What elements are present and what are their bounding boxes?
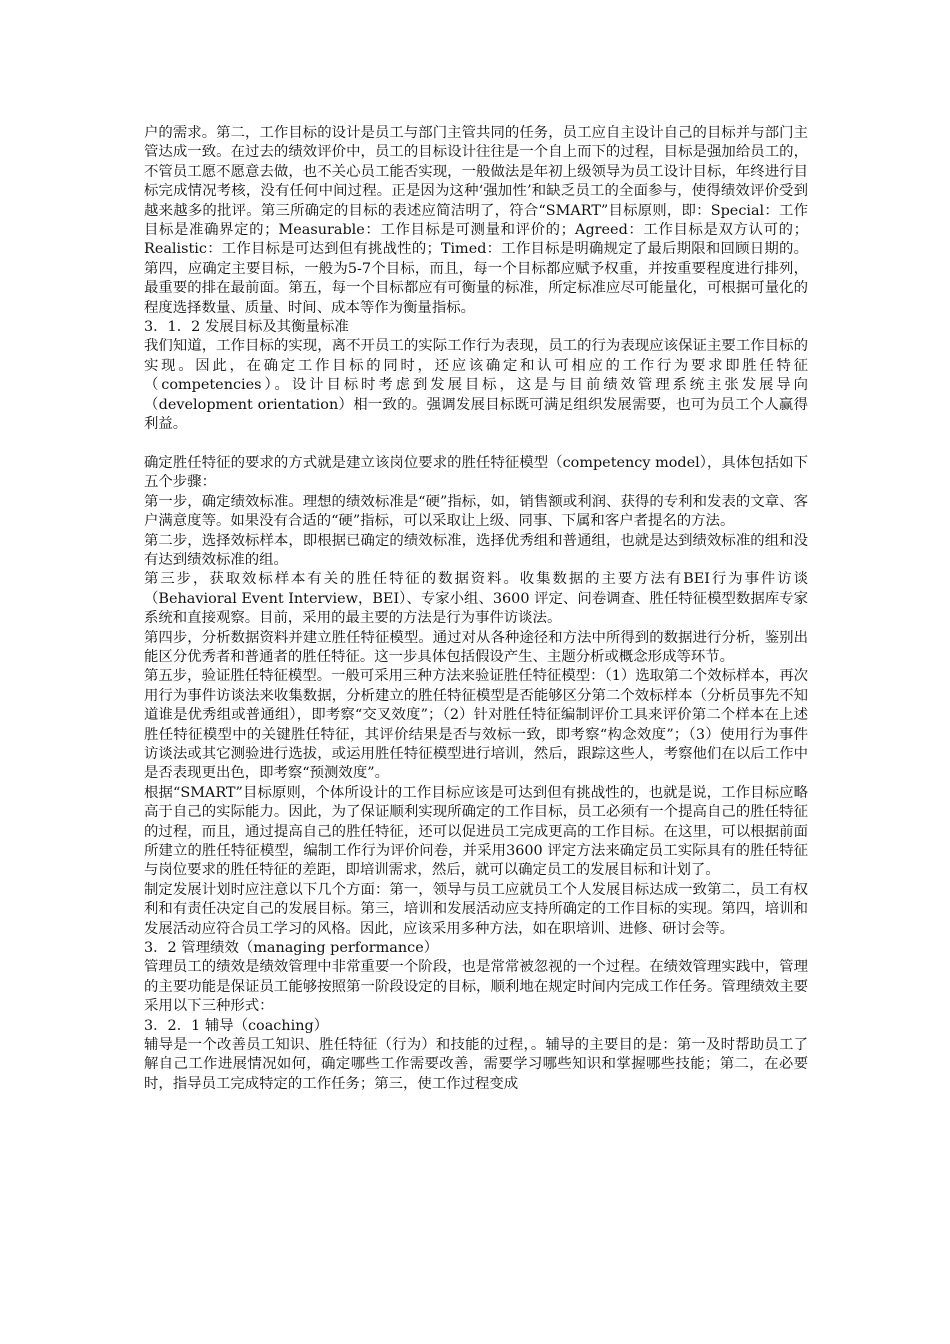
paragraph-step-3: 第三步，获取效标样本有关的胜任特征的数据资料。收集数据的主要方法有BEI行为事件访谈（Behavioral Event Interview，BEI）、专家小组、3600 评定、问卷调查、胜任特征模型数据库专家系统和直接观察。目前，采用的最主要的方法是行为事件访谈法。 [144,571,808,627]
paragraph-goal-design: 户的需求。第二，工作目标的设计是员工与部门主管共同的任务，员工应自主设计自己的目标并与部门主管达成一致。在过去的绩效评价中，员工的目标设计往往是一个自上而下的过程，目标是强加给员工的，不管员工愿不愿意去做，也不关心员工能否实现，一般做法是年初上级领导为员工设计目标，年终进行目标完成情况考核，没有任何中间过程。正是因为这种‘强加性’和缺乏员工的全面参与，使得绩效评价受到越来越多的批评。第三所确定的目标的表述应简洁明了，符合“SMART”目标原则，即：Special：工作目标是准确界定的；Measurable：工作目标是可测量和评价的；Agreed：工作目标是双方认可的；Realistic：工作目标是可达到但有挑战性的；Timed：工作目标是明确规定了最后期限和回顾日期的。第四，应确定主要目标，一般为5-7个目标，而且，每一个目标都应赋予权重，并按重要程度进行排列，最重要的排在最前面。第五，每一个目标都应有可衡量的标准，所定标准应尽可能量化，可根据可量化的程度选择数量、质量、时间、成本等作为衡量指标。 [144,125,808,316]
blank-line [144,435,808,454]
paragraph-managing-performance: 管理员工的绩效是绩效管理中非常重要一个阶段，也是常常被忽视的一个过程。在绩效管理实践中，管理的主要功能是保证员工能够按照第一阶段设定的目标，顺利地在规定时间内完成工作任务。管理绩效主要采用以下三种形式： [144,959,808,1015]
paragraph-step-4: 第四步，分析数据资料并建立胜任特征模型。通过对从各种途径和方法中所得到的数据进行分析，鉴别出能区分优秀者和普通者的胜任特征。这一步具体包括假设产生、主题分析或概念形成等环节。 [144,629,808,665]
paragraph-development-goals: 我们知道，工作目标的实现，离不开员工的实际工作行为表现，员工的行为表现应该保证主要工作目标的实现。因此，在确定工作目标的同时，还应该确定和认可相应的工作行为要求即胜任特征（competencies）。设计目标时考虑到发展目标，这是与目前绩效管理系统主张发展导向（development orientation）相一致的。强调发展目标既可满足组织发展需要，也可为员工个人赢得利益。 [144,338,808,433]
paragraph-step-5: 第五步，验证胜任特征模型。一般可采用三种方法来验证胜任特征模型：（1）选取第二个效标样本，再次用行为事件访谈法来收集数据，分析建立的胜任特征模型是否能够区分第二个效标样本（分析员事先不知道谁是优秀组或普通组），即考察“交叉效度”；（2）针对胜任特征编制评价工具来评价第二个样本在上述胜任特征模型中的关键胜任特征，其评价结果是否与效标一致，即考察“构念效度”；（3）使用行为事件访谈法或其它测验进行选拔，或运用胜任特征模型进行培训，然后，跟踪这些人，考察他们在以后工作中是否表现更出色，即考察“预测效度”。 [144,668,808,782]
paragraph-step-2: 第二步，选择效标样本，即根据已确定的绩效标准，选择优秀组和普通组，也就是达到绩效标准的组和没有达到绩效标准的组。 [144,532,808,568]
section-heading-3-2-1: 3．2．1 辅导（coaching） [144,1017,329,1034]
paragraph-coaching: 辅导是一个改善员工知识、胜任特征（行为）和技能的过程，。辅导的主要目的是：第一及时帮助员工了解自己工作进展情况如何，确定哪些工作需要改善，需要学习哪些知识和掌握哪些技能；第二，在必要时，指导员工完成特定的工作任务；第三，使工作过程变成 [144,1037,808,1092]
paragraph-step-1: 第一步，确定绩效标准。理想的绩效标准是“硬”指标，如，销售额或利润、获得的专利和发表的文章、客户满意度等。如果没有合适的“硬”指标，可以采取让上级、同事、下属和客户者提名的方法。 [144,493,808,530]
document-body [144,124,808,1094]
section-heading-3-1-2: 3．1．2 发展目标及其衡量标准 [144,319,349,336]
section-heading-3-2: 3．2 管理绩效（managing performance） [144,940,439,957]
paragraph-competency-model: 确定胜任特征的要求的方式就是建立该岗位要求的胜任特征模型（competency model），具体包括如下五个步骤： [144,454,808,491]
paragraph-smart-principle: 根据“SMART”目标原则，个体所设计的工作目标应该是可达到但有挑战性的，也就是说，工作目标应略高于自己的实际能力。因此，为了保证顺利实现所确定的工作目标，员工必须有一个提高自己的胜任特征的过程，而且，通过提高自己的胜任特征，还可以促进员工完成更高的工作目标。在这里，可以根据前面所建立的胜任特征模型，编制工作行为评价问卷，并采用3600 评定方法来确定员工实际具有的胜任特征与岗位要求的胜任特征的差距，即培训需求，然后，就可以确定员工的发展目标和计划了。 [144,784,808,879]
paragraph-development-plan: 制定发展计划时应注意以下几个方面：第一，领导与员工应就员工个人发展目标达成一致第二，员工有权利和有责任决定自己的发展目标。第三，培训和发展活动应支持所确定的工作目标的实现。第四，培训和发展活动应符合员工学习的风格。因此，应该采用多种方法，如在职培训、进修、研讨会等。 [144,881,808,937]
